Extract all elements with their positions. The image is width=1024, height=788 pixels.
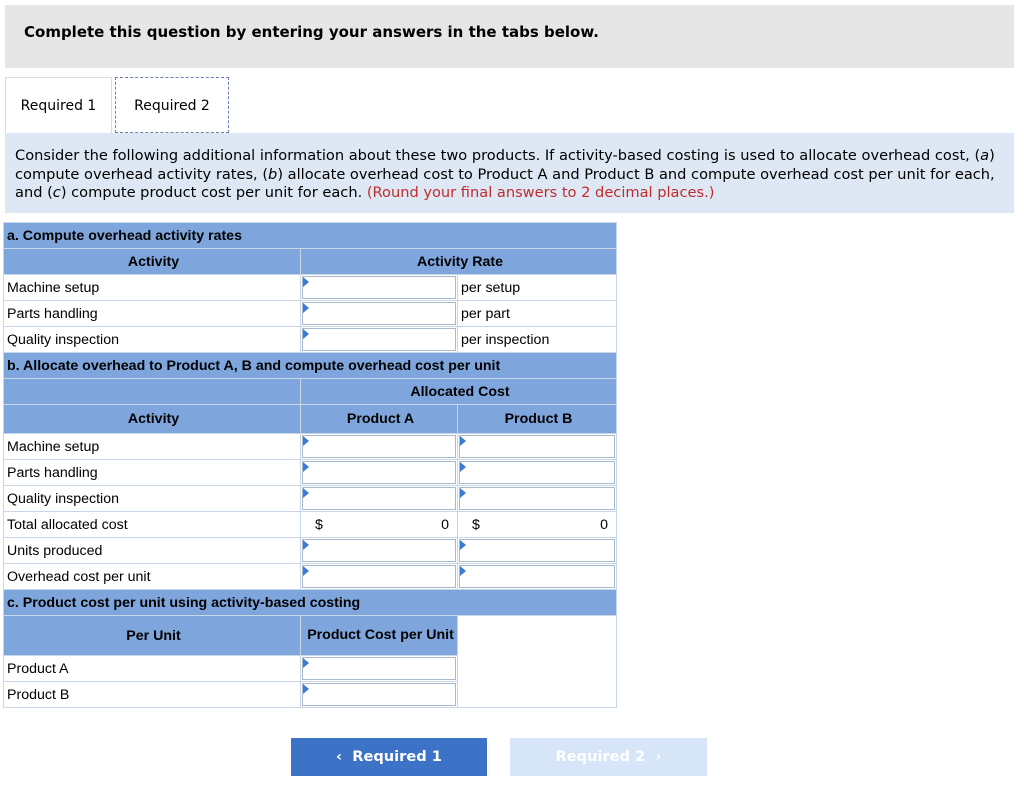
row-label: Machine setup — [4, 434, 301, 460]
overhead-b-input[interactable] — [458, 564, 617, 590]
instruction-banner — [5, 5, 1014, 68]
question-info: Consider the following additional information about these two products. If activity-based costing is used to allocate overhead cost, (a) compute overhead activity rates, (b) allocate overhead cost to Product A and Product B and compute overhead cost per unit for each, and (c) compute product cost per unit for each. (Round your final answers to 2 decimal places.) — [5, 133, 1014, 213]
overhead-a-input[interactable] — [301, 564, 458, 590]
row-label: Parts handling — [4, 460, 301, 486]
overhead-label: Overhead cost per unit — [4, 564, 301, 590]
total-a: $ 0 — [301, 512, 458, 538]
rate-input-quality-inspection[interactable] — [301, 327, 458, 353]
prev-button[interactable]: ‹ Required 1 — [291, 738, 487, 776]
alloc-b-parts-handling[interactable] — [458, 460, 617, 486]
chevron-left-icon: ‹ — [336, 748, 343, 765]
row-label: Quality inspection — [4, 486, 301, 512]
cost-input-product-b[interactable] — [301, 682, 458, 708]
row-label: Parts handling — [4, 301, 301, 327]
cost-input-product-a[interactable] — [301, 656, 458, 682]
section-c-title: c. Product cost per unit using activity-based costing — [4, 590, 617, 616]
rate-unit: per inspection — [458, 327, 617, 353]
allocated-cost-header: Allocated Cost — [301, 379, 617, 405]
units-label: Units produced — [4, 538, 301, 564]
col-product-cost: Product Cost per Unit — [301, 616, 458, 656]
col-per-unit: Per Unit — [4, 616, 301, 656]
row-label: Quality inspection — [4, 327, 301, 353]
row-label: Product B — [4, 682, 301, 708]
rounding-note: (Round your final answers to 2 decimal places.) — [366, 184, 715, 201]
rate-input-parts-handling[interactable] — [301, 301, 458, 327]
alloc-b-quality-inspection[interactable] — [458, 486, 617, 512]
total-b: $ 0 — [458, 512, 617, 538]
units-b-input[interactable] — [458, 538, 617, 564]
alloc-a-parts-handling[interactable] — [301, 460, 458, 486]
units-a-input[interactable] — [301, 538, 458, 564]
tab-required-2[interactable]: Required 2 — [115, 77, 229, 133]
section-b-title: b. Allocate overhead to Product A, B and compute overhead cost per unit — [4, 353, 617, 379]
row-label: Machine setup — [4, 275, 301, 301]
alloc-b-machine-setup[interactable] — [458, 434, 617, 460]
next-button[interactable]: Required 2 › — [510, 738, 707, 776]
alloc-a-quality-inspection[interactable] — [301, 486, 458, 512]
rate-unit: per setup — [458, 275, 617, 301]
col-product-b: Product B — [458, 405, 617, 434]
col-activity: Activity — [4, 249, 301, 275]
col-activity-rate: Activity Rate — [301, 249, 617, 275]
col-product-a: Product A — [301, 405, 458, 434]
chevron-right-icon: › — [655, 748, 662, 765]
section-a-title: a. Compute overhead activity rates — [4, 223, 617, 249]
total-label: Total allocated cost — [4, 512, 301, 538]
instruction-text: Complete this question by entering your answers in the tabs below. — [24, 23, 599, 41]
tab-required-1[interactable]: Required 1 — [5, 77, 112, 133]
rate-unit: per part — [458, 301, 617, 327]
col-activity: Activity — [4, 405, 301, 434]
tab-bar — [5, 77, 1014, 133]
answer-table — [3, 222, 617, 708]
alloc-a-machine-setup[interactable] — [301, 434, 458, 460]
row-label: Product A — [4, 656, 301, 682]
rate-input-machine-setup[interactable] — [301, 275, 458, 301]
